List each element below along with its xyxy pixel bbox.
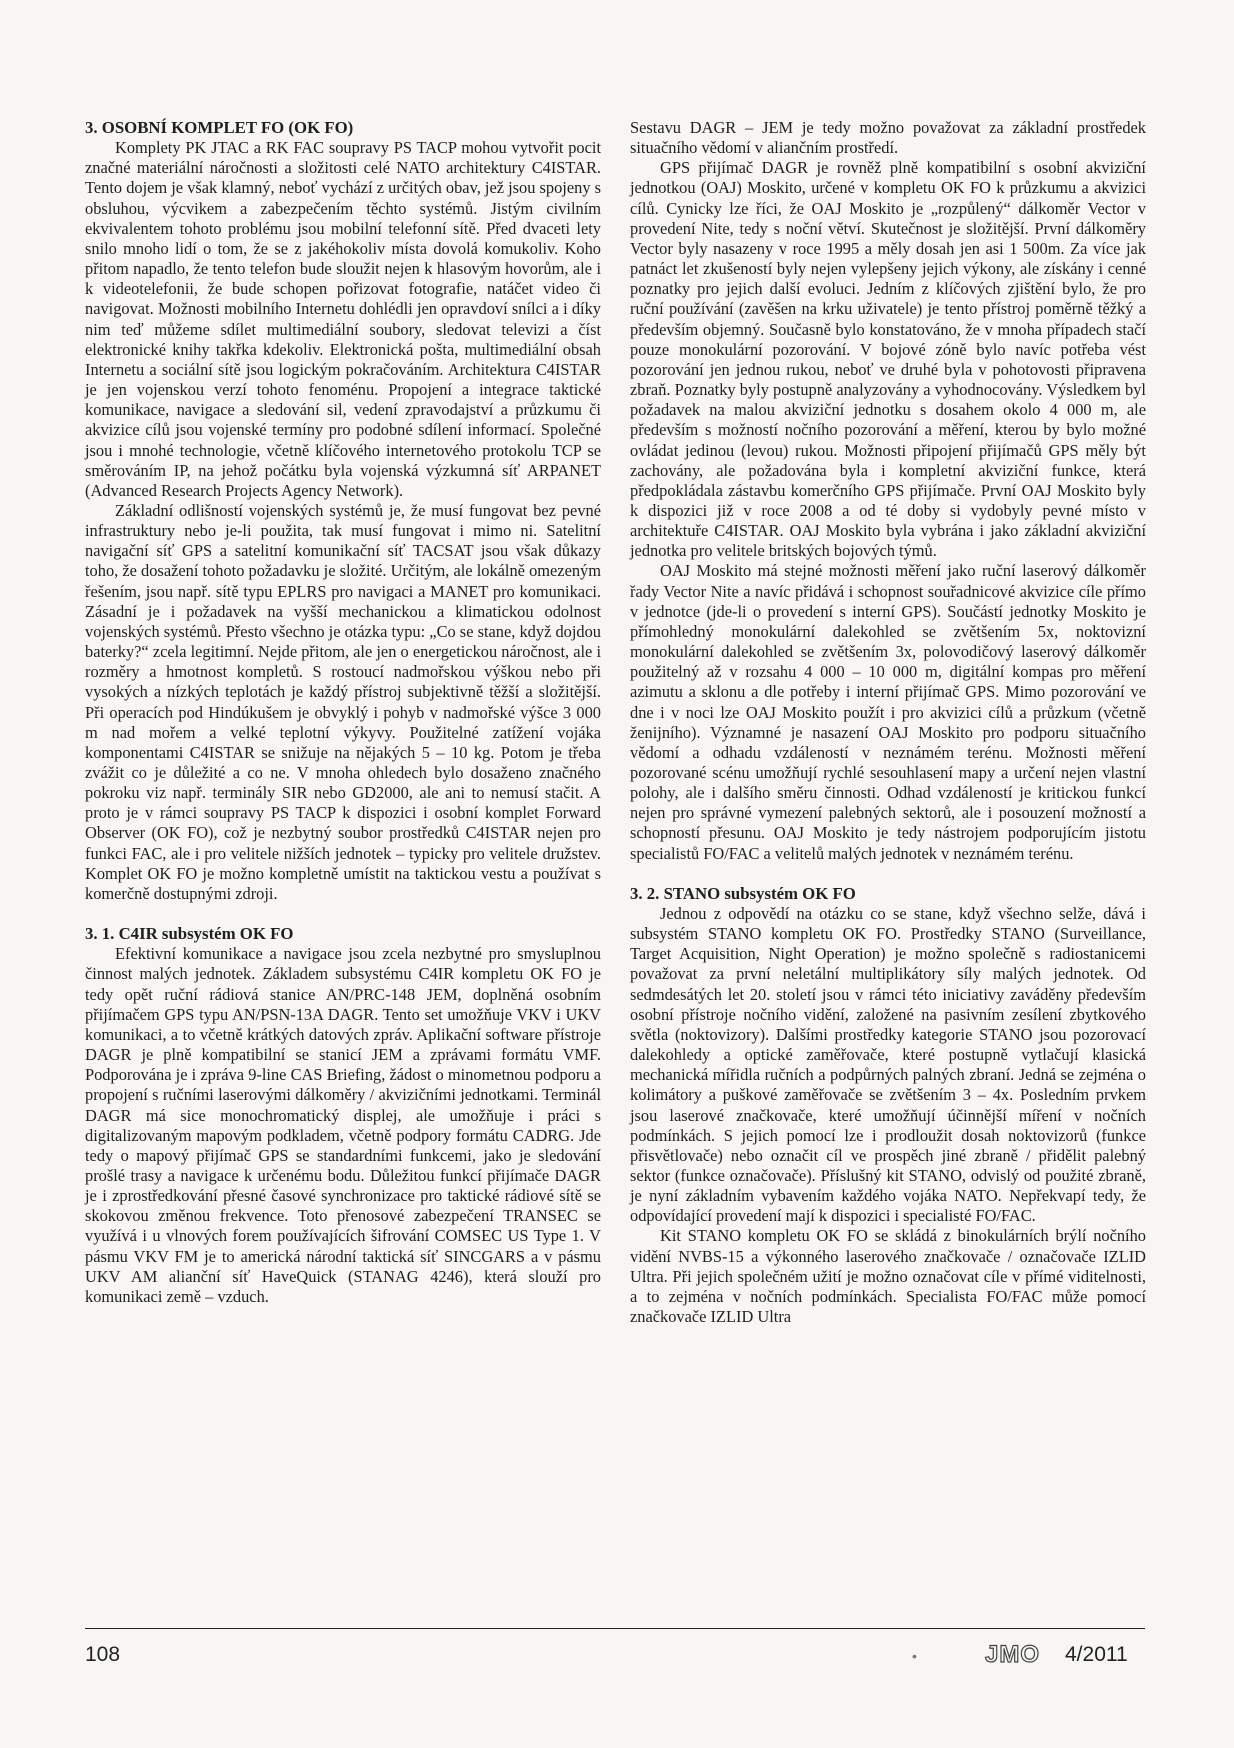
journal-logo: JMO — [985, 1641, 1041, 1668]
paragraph: Sestavu DAGR – JEM je tedy možno považovat za základní prostředek situačního vědomí v aliančním prostředí. — [630, 118, 1146, 158]
right-column — [630, 118, 1146, 1327]
paragraph: Základní odlišností vojenských systémů je, že musí fungovat bez pevné infrastruktury nebo je-li použita, tak musí fungovat i mimo ni. Satelitní navigační síť GPS a satelitní komunikační síť TACSAT jsou však důkazy toho, že dosažení tohoto požadavku je složité. Určitým, ale lokálně omezeným řešením, jsou např. sítě typu EPLRS pro navigaci a MANET pro komunikaci. Zásadní je i požadavek na vyšší mechanickou a klimatickou odolnost vojenských systémů. Přesto všechno je otázka typu: „Co se stane, když dojdou baterky?“ zcela legitimní. Nejde přitom, ale jen o energetickou náročnost, ale i rozměry a hmotnost kompletů. S rostoucí nadmořskou výškou nebo při vysokých a nízkých teplotách je každý přístroj subjektivně těžší a složitější. Při operacích pod Hindúkušem je obvyklý i pohyb v nadmořské výšce 3 000 m nad mořem a velké teplotní výkyvy. Použitelné zatížení vojáka komponentami C4ISTAR se snižuje na nějakých 5 – 10 kg. Potom je třeba zvážit co je důležité a co ne. V mnoha ohledech bylo dosaženo značného pokroku viz např. terminály SIR nebo GD2000, ale ani to nemusí stačit. A proto je v rámci soupravy PS TACP k dispozici i osobní komplet Forward Observer (OK FO), což je nezbytný soubor prostředků C4ISTAR nejen pro funkci FAC, ale i pro velitele nižších jednotek – typicky pro velitele družstev. Komplet OK FO je možno kompletně umístit na taktickou vestu a používat s komerčně dostupnými zdroji. — [85, 500, 601, 903]
left-column — [85, 118, 601, 1307]
issue-number: 4/2011 — [1065, 1643, 1128, 1666]
subsection-heading: 3. 2. STANO subsystém OK FO — [630, 883, 856, 903]
subsection-heading: 3. 1. C4IR subsystém OK FO — [85, 924, 294, 944]
paragraph: Kit STANO kompletu OK FO se skládá z binokulárních brýlí nočního vidění NVBS-15 a výkonného laserového značkovače / označovače IZLID Ultra. Při jejich společném užití je možno označovat cíle v přímé viditelnosti, a to zejména v nočních podmínkách. Specialista FO/FAC může pomocí značkovače IZLID Ultra — [630, 1226, 1146, 1327]
section-heading: 3. OSOBNÍ KOMPLET FO (OK FO) — [85, 118, 354, 137]
paragraph: Jednou z odpovědí na otázku co se stane, když všechno selže, dává i subsystém STANO kompletu OK FO. Prostředky STANO (Surveillance, Target Acquisition, Night Operation) je možno společně s radiostanicemi považovat za první neletální multiplikátory síly malých jednotek. Od sedmdesátých let 20. století jsou v rámci této iniciativy zaváděny především osobní přístroje nočního vidění, založené na pasivním zesílení zbytkového světla (noktovizory). Dalšími prostředky kategorie STANO jsou pozorovací dalekohledy a optické zaměřovače, které postupně vytlačují klasická mechanická mířidla ručních a podpůrných palných zbraní. Jedná se zejména o kolimátory a puškové zaměřovače se zvětšením 3 – 4x. Posledním prvkem jsou laserové značkovače, které umožňují účinnější míření v nočních podmínkách. S jejich pomocí lze i prodloužit dosah noktovizorů (funkce přisvětlovače) nebo označit cíl ve prospěch jiné zbraně / přidělit palebný sektor (funkce označovače). Příslušný kit STANO, odvislý od použité zbraně, je nyní základním vybavením každého vojáka NATO. Nepřekvapí tedy, že odpovídající provedení mají k dispozici i specialisté FO/FAC. — [630, 903, 1146, 1226]
footer-rule — [85, 1628, 1145, 1629]
paragraph: GPS přijímač DAGR je rovněž plně kompatibilní s osobní akviziční jednotkou (OAJ) Moskito, určené v kompletu OK FO k průzkumu a akvizici cílů. Cynicky lze říci, že OAJ Moskito je „rozpůlený“ dálkoměr Vector v provedení Nite, tedy s noční větví. Skutečnost je složitější. První dálkoměry Vector byly nasazeny v roce 1995 a měly dosah jen asi 1 500m. Za více jak patnáct let zkušeností byly nejen vylepšeny jejich výkony, ale získány i cenné poznatky pro jejich další evoluci. Jedním z klíčových zjištění bylo, že pro ruční používání (zavěšen na krku uživatele) je tento přístroj poměrně těžký a především objemný. Současně bylo konstatováno, že v mnoha případech stačí pouze monokulární pozorování. V bojové zóně bylo navíc potřeba vést pozorování jen jednou rukou, neboť ve druhé byla v pohotovosti připravena zbraň. Poznatky byly postupně analyzovány a vyhodnocovány. Výsledkem byl požadavek na malou akviziční jednotku s dosahem okolo 4 000 m, ale především s možností nočního pozorování a měření, kterou by bylo možné ovládat jedinou (levou) rukou. Možnosti připojení přijímačů GPS měly být zachovány, ale požadována byla i kompletní akviziční funkce, která předpokládala zástavbu komerčního GPS přijímače. První OAJ Moskito byly k dispozici již v roce 2008 a od té doby si vydobyly pevné místo v architektuře C4ISTAR. OAJ Moskito byla vybrána i jako základní akviziční jednotka pro velitele britských bojových týmů. — [630, 158, 1146, 561]
paragraph: OAJ Moskito má stejné možnosti měření jako ruční laserový dálkoměr řady Vector Nite a navíc přidává i schopnost souřadnicové akvizice cíle přímo v jednotce (jde-li o provedení s interní GPS). Součástí jednotky Moskito je přímohledný monokulární dalekohled se zvětšením 5x, noktovizní monokulární dalekohled se zvětšením 3x, polovodičový laserový dálkoměr použitelný až v rozsahu 4 000 – 10 000 m, digitální kompas pro měření azimutu a sklonu a dle potřeby i interní přijímač GPS. Mimo pozorování ve dne i v noci lze OAJ Moskito použít i pro akvizici cílů a průzkum (včetně ženijního). Významné je nasazení OAJ Moskito pro podporu situačního vědomí a odhadu vzdáleností v neznámém terénu. Možnosti měření pozorované scénu umožňují rychlé sesouhlasení mapy a určení nejen vlastní polohy, ale i dalšího směru činnosti. Odhad vzdáleností je kritickou funkcí nejen pro správné vymezení palebných sektorů, ale i posouzení možností a schopností přesunu. OAJ Moskito je tedy nástrojem podporujícím jistotu specialistů FO/FAC a velitelů malých jednotek v neznámém terénu. — [630, 561, 1146, 863]
paragraph: Komplety PK JTAC a RK FAC soupravy PS TACP mohou vytvořit pocit značné materiální náročnosti a složitosti celé NATO architektury C4ISTAR. Tento dojem je však klamný, neboť vychází z určitých obav, jež jsou spojeny s obsluhou, výcvikem a zabezpečením těchto systémů. Jistým civilním ekvivalentem tohoto problému jsou mobilní telefonní sítě. Před dvaceti lety snilo mnoho lidí o tom, že se z jakéhokoliv místa dovolá komukoliv. Koho přitom napadlo, že tento telefon bude sloužit nejen k hlasovým hovorům, ale i k videotelefonii, že bude schopen pořizovat fotografie, natáčet video či navigovat. Možnosti mobilního Internetu dohlédli jen opravdoví snílci a i díky nim teď můžeme sdílet multimediální soubory, sledovat televizi a číst elektronické knihy takřka kdekoliv. Elektronická pošta, multimediální obsah Internetu a sociální sítě jsou logickým pokračováním. Architektura C4ISTAR je jen vojenskou verzí tohoto fenoménu. Propojení a integrace taktické komunikace, navigace a sledování sil, vedení zpravodajství a průzkumu či akvizice cílů jsou vojenské termíny pro podobné sdílení informací. Společné jsou i mnohé technologie, včetně klíčového internetového protokolu TCP se směrováním IP, na jehož počátku byla vojenská výzkumná síť ARPANET (Advanced Research Projects Agency Network). — [85, 138, 601, 500]
paragraph: Efektivní komunikace a navigace jsou zcela nezbytné pro smysluplnou činnost malých jednotek. Základem subsystému C4IR kompletu OK FO je tedy opět ruční rádiová stanice AN/PRC-148 JEM, doplněná osobním přijímačem GPS typu AN/PSN-13A DAGR. Tento set umožňuje VKV i UKV komunikaci, a to včetně krátkých datových zpráv. Aplikační software přístroje DAGR je plně kompatibilní se stanicí JEM a zprávami formátu VMF. Podporována je i zpráva 9-line CAS Briefing, žádost o minometnou podporu a propojení s ručními laserovými dálkoměry / akvizičními jednotkami. Terminál DAGR má sice monochromatický displej, ale umožňuje i práci s digitalizovaným mapovým podkladem, včetně podpory formátu CADRG. Jde tedy o mapový přijímač GPS se standardními funkcemi, jako je sledování prošlé trasy a navigace k určenému bodu. Důležitou funkcí přijímače DAGR je i zprostředkování přesné časové synchronizace pro taktické rádiové sítě se skokovou změnou frekvence. Toto přenosové zabezpečení TRANSEC se využívá i u vlnových forem používajících šifrování COMSEC US Type 1. V pásmu VKV FM je to americká národní taktická síť SINCGARS a v pásmu UKV AM alianční síť HaveQuick (STANAG 4246), která slouží pro komunikaci země – vzduch. — [85, 944, 601, 1306]
page-number: 108 — [85, 1643, 121, 1666]
footer-dot: • — [912, 1648, 917, 1664]
